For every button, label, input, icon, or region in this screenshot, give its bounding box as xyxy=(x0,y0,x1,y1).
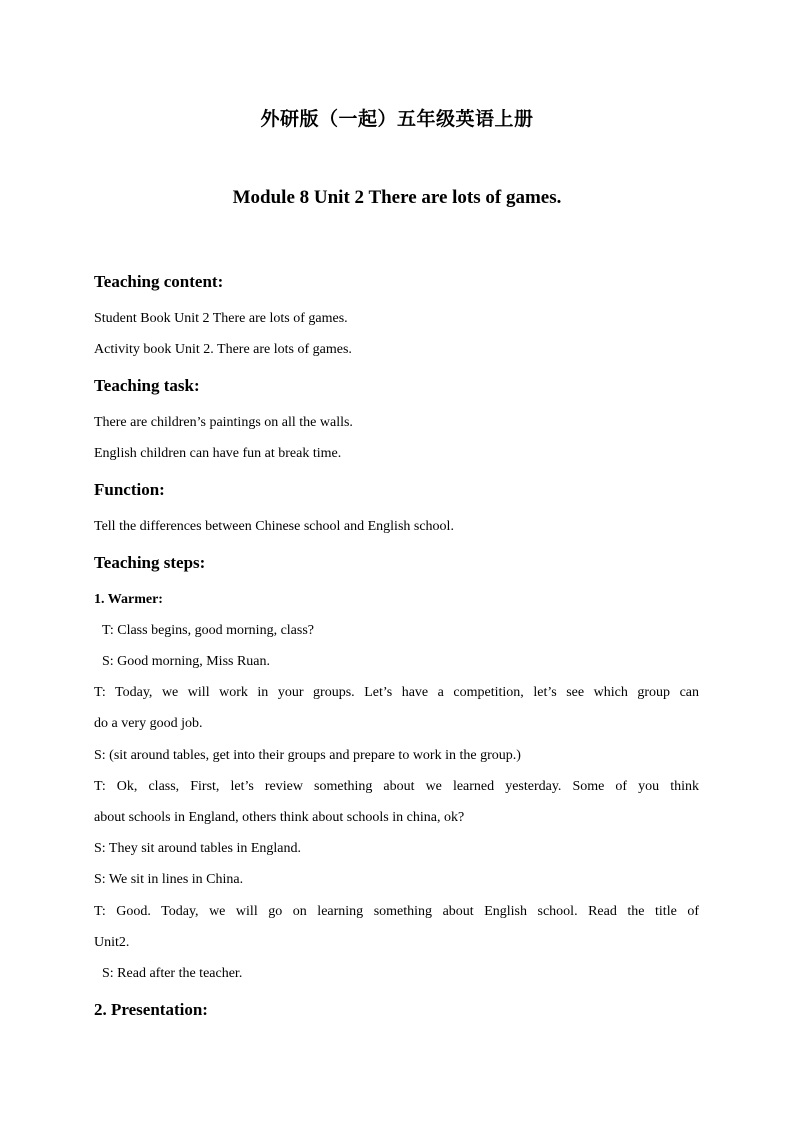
dialogue-line: S: We sit in lines in China. xyxy=(94,872,244,887)
dialogue-line: S: They sit around tables in England. xyxy=(94,841,301,856)
task-line-1: There are children’s paintings on all the walls. xyxy=(94,415,353,430)
heading-function: Function: xyxy=(94,480,165,499)
document-title-chinese: 外研版（一起）五年级英语上册 xyxy=(260,108,534,130)
lesson-title: Module 8 Unit 2 There are lots of games. xyxy=(232,187,562,208)
dialogue-line: Unit2. xyxy=(94,935,130,950)
content-line-1: Student Book Unit 2 There are lots of games. xyxy=(94,311,348,326)
dialogue-line: T: Ok, class, First, let’s review something about we learned yesterday. Some of you think xyxy=(94,779,699,794)
heading-teaching-task: Teaching task: xyxy=(94,376,200,395)
dialogue-line: T: Today, we will work in your groups. Let’s have a competition, let’s see which group can xyxy=(94,685,699,700)
dialogue-line: about schools in England, others think about schools in china, ok? xyxy=(94,810,465,825)
dialogue-line: S: Read after the teacher. xyxy=(102,966,243,981)
dialogue-line: T: Good. Today, we will go on learning something about English school. Read the title of xyxy=(94,904,699,919)
dialogue-line: do a very good job. xyxy=(94,716,203,731)
dialogue-line: S: (sit around tables, get into their groups and prepare to work in the group.) xyxy=(94,748,521,763)
dialogue-line: S: Good morning, Miss Ruan. xyxy=(102,654,271,669)
heading-presentation: 2. Presentation: xyxy=(94,1000,208,1019)
heading-teaching-content: Teaching content: xyxy=(94,272,224,291)
heading-teaching-steps: Teaching steps: xyxy=(94,553,206,572)
heading-warmer: 1. Warmer: xyxy=(94,592,163,607)
function-line-1: Tell the differences between Chinese school and English school. xyxy=(94,519,454,534)
content-line-2: Activity book Unit 2. There are lots of games. xyxy=(94,342,352,357)
dialogue-line: T: Class begins, good morning, class? xyxy=(102,623,315,638)
task-line-2: English children can have fun at break time. xyxy=(94,446,342,461)
